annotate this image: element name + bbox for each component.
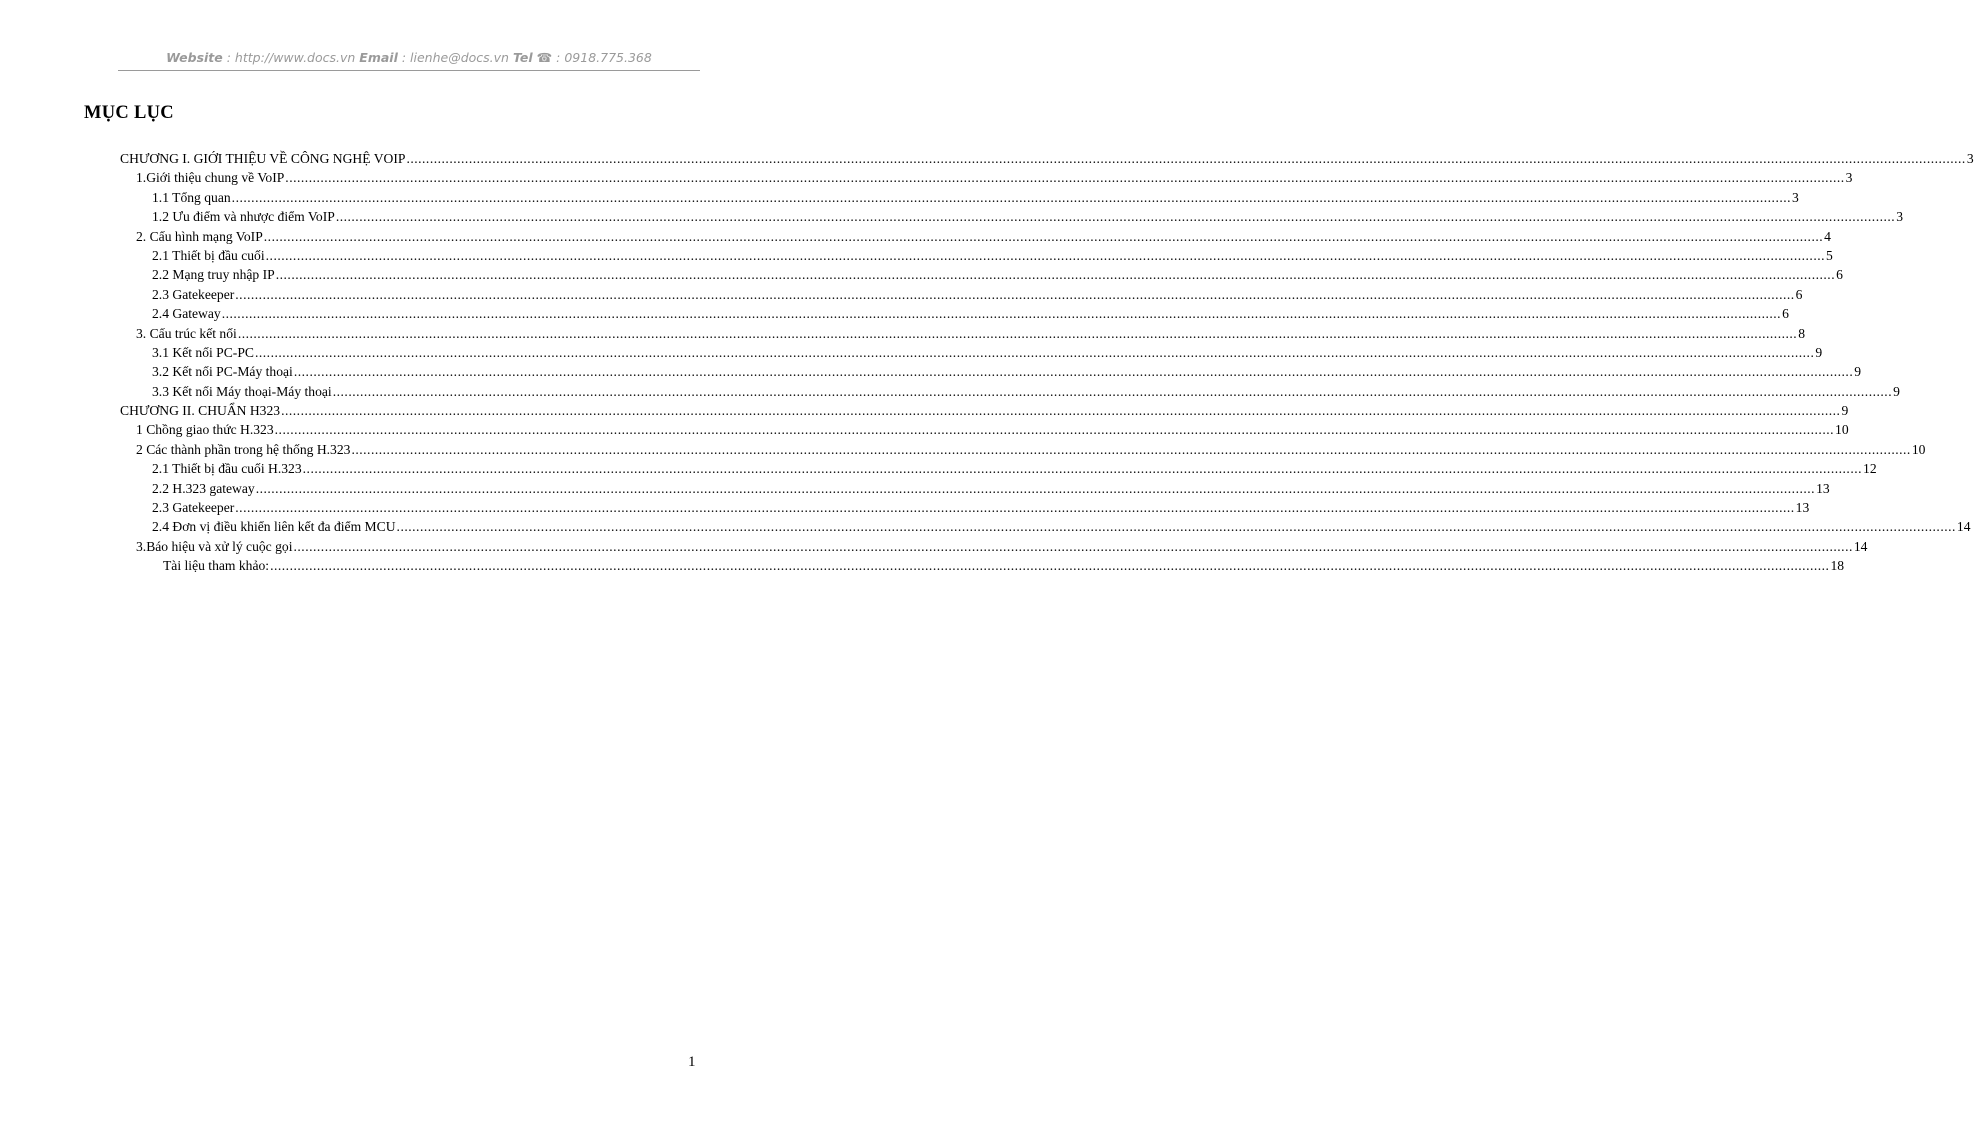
toc-dot-leader: ................................................................................................................................................................................................................................................................................................................................................................................................................	[293, 364, 1854, 380]
toc-entry-line	[136, 440, 1926, 459]
toc-entry-page: 6	[1795, 286, 1803, 302]
toc-entry[interactable]	[0, 285, 1803, 304]
toc-entry-label: 2.3 Gatekeeper	[152, 286, 235, 302]
toc-entry-line	[152, 265, 1843, 284]
toc-dot-leader: ................................................................................................................................................................................................................................................................................................................................................................................................................	[270, 558, 1830, 574]
toc-entry[interactable]	[0, 517, 1971, 536]
table-of-contents	[0, 149, 1974, 576]
toc-entry-page: 3	[1845, 170, 1853, 186]
toc-entry-line	[152, 382, 1900, 401]
toc-entry-page: 4	[1824, 228, 1831, 244]
toc-dot-leader: ................................................................................................................................................................................................................................................................................................................................................................................................................	[265, 247, 1826, 263]
toc-entry-label: 3.Báo hiệu và xử lý cuộc gọi	[136, 538, 293, 554]
toc-entry[interactable]	[0, 459, 1877, 478]
toc-entry-page: 9	[1815, 344, 1823, 360]
header-divider	[118, 70, 700, 71]
toc-entry[interactable]	[0, 168, 1853, 187]
toc-entry-label: 2.4 Đơn vị điều khiển liên kết đa điểm MCU	[152, 519, 396, 535]
toc-dot-leader: ................................................................................................................................................................................................................................................................................................................................................................................................................	[254, 344, 1815, 360]
toc-entry-label: 3.1 Kết nối PC-PC	[152, 344, 254, 360]
toc-entry-label: 2.4 Gateway	[152, 306, 221, 322]
toc-entry-line	[152, 479, 1830, 498]
toc-dot-leader: ................................................................................................................................................................................................................................................................................................................................................................................................................	[255, 480, 1816, 496]
toc-entry-page: 18	[1830, 558, 1845, 574]
toc-dot-leader: ................................................................................................................................................................................................................................................................................................................................................................................................................	[302, 461, 1863, 477]
toc-entry-label: CHƯƠNG I. GIỚI THIỆU VỀ CÔNG NGHỆ VOIP	[120, 151, 406, 166]
toc-entry[interactable]	[0, 479, 1830, 498]
toc-entry[interactable]	[0, 362, 1862, 381]
toc-entry-line	[152, 459, 1877, 478]
toc-entry-label: 1.2 Ưu điểm và nhược điểm VoIP	[152, 209, 335, 225]
toc-entry-line	[152, 207, 1903, 226]
toc-entry[interactable]	[0, 149, 1974, 168]
toc-entry[interactable]	[0, 537, 1868, 556]
toc-entry-page: 9	[1893, 383, 1900, 399]
email-value[interactable]: : lienhe@docs.vn	[397, 50, 513, 65]
email-label: Email	[359, 50, 398, 65]
toc-entry[interactable]	[0, 265, 1843, 284]
toc-entry-page: 14	[1956, 519, 1971, 535]
toc-dot-leader: ................................................................................................................................................................................................................................................................................................................................................................................................................	[406, 151, 1966, 166]
toc-entry-page: 8	[1798, 325, 1805, 341]
toc-dot-leader: ................................................................................................................................................................................................................................................................................................................................................................................................................	[293, 538, 1853, 554]
toc-entry-page: 12	[1863, 461, 1877, 477]
toc-entry[interactable]	[0, 304, 1789, 323]
toc-dot-leader: ................................................................................................................................................................................................................................................................................................................................................................................................................	[274, 422, 1835, 438]
toc-entry-page: 13	[1795, 500, 1810, 516]
page-header	[118, 50, 700, 65]
toc-entry-label: 2.2 Mạng truy nhập IP	[152, 267, 275, 283]
toc-entry-label: 1 Chồng giao thức H.323	[136, 422, 274, 438]
toc-entry-line	[152, 304, 1789, 323]
toc-entry-page: 3	[1792, 189, 1799, 205]
toc-entry-label: 1.Giới thiệu chung về VoIP	[136, 170, 285, 186]
website-value[interactable]: : http://www.docs.vn	[222, 50, 360, 65]
toc-entry-line	[136, 227, 1831, 246]
toc-entry[interactable]	[0, 382, 1900, 401]
toc-entry-line	[120, 401, 1849, 420]
toc-entry-line	[152, 285, 1803, 304]
toc-entry[interactable]	[0, 324, 1805, 343]
toc-entry-line	[152, 362, 1862, 381]
toc-dot-leader: ................................................................................................................................................................................................................................................................................................................................................................................................................	[231, 189, 1792, 205]
toc-entry-page: 10	[1911, 441, 1926, 457]
toc-entry-label: 2.1 Thiết bị đầu cuối H.323	[152, 461, 302, 477]
toc-entry[interactable]	[0, 401, 1849, 420]
toc-entry-label: 1.1 Tổng quan	[152, 189, 231, 205]
toc-entry-label: 3. Cấu trúc kết nối	[136, 325, 237, 341]
toc-entry-label: 2. Cấu hình mạng VoIP	[136, 228, 263, 244]
toc-entry-page: 6	[1782, 306, 1789, 322]
toc-entry-page: 6	[1836, 267, 1843, 283]
toc-entry-label: 3.3 Kết nối Máy thoại-Máy thoại	[152, 383, 332, 399]
toc-entry-label: CHƯƠNG II. CHUẨN H323	[120, 403, 281, 419]
toc-entry[interactable]	[0, 227, 1831, 246]
toc-entry-line	[152, 188, 1799, 207]
page-number: 1	[688, 1054, 696, 1070]
toc-dot-leader: ................................................................................................................................................................................................................................................................................................................................................................................................................	[235, 286, 1795, 302]
toc-entry-line	[152, 246, 1833, 265]
toc-entry[interactable]	[0, 420, 1849, 439]
toc-entry-line	[152, 498, 1810, 517]
toc-entry-label: 2 Các thành phần trong hệ thống H.323	[136, 441, 351, 457]
toc-entry[interactable]	[0, 188, 1799, 207]
toc-entry[interactable]	[0, 498, 1810, 517]
toc-dot-leader: ................................................................................................................................................................................................................................................................................................................................................................................................................	[351, 441, 1911, 457]
toc-dot-leader: ................................................................................................................................................................................................................................................................................................................................................................................................................	[281, 403, 1841, 419]
toc-entry-line	[120, 149, 1974, 168]
toc-title: MỤC LỤC	[84, 103, 174, 123]
toc-dot-leader: ................................................................................................................................................................................................................................................................................................................................................................................................................	[263, 228, 1824, 244]
toc-dot-leader: ................................................................................................................................................................................................................................................................................................................................................................................................................	[396, 519, 1956, 535]
toc-entry-label: 2.1 Thiết bị đầu cuối	[152, 247, 265, 263]
toc-dot-leader: ................................................................................................................................................................................................................................................................................................................................................................................................................	[221, 306, 1782, 322]
toc-entry-page: 10	[1835, 422, 1849, 438]
toc-entry-page: 5	[1826, 247, 1833, 263]
toc-entry-line	[136, 537, 1868, 556]
toc-entry-page: 3	[1896, 209, 1903, 225]
toc-entry-page: 9	[1841, 403, 1849, 419]
toc-entry[interactable]	[0, 556, 1845, 575]
toc-entry-page: 13	[1816, 480, 1830, 496]
toc-dot-leader: ................................................................................................................................................................................................................................................................................................................................................................................................................	[335, 209, 1896, 225]
tel-label: Tel	[512, 50, 533, 65]
toc-entry-line	[136, 168, 1853, 187]
toc-entry-line	[136, 420, 1849, 439]
toc-entry-line	[152, 343, 1823, 362]
toc-entry-page: 9	[1854, 364, 1862, 380]
toc-entry-line	[152, 517, 1971, 536]
toc-entry-label: 2.3 Gatekeeper	[152, 500, 235, 516]
toc-entry-label: Tài liệu tham khảo:	[163, 558, 270, 574]
tel-value: : 0918.775.368	[552, 50, 652, 65]
toc-entry[interactable]	[0, 207, 1903, 226]
toc-entry[interactable]	[0, 440, 1926, 459]
toc-entry[interactable]	[0, 246, 1833, 265]
toc-entry-page: 14	[1853, 538, 1868, 554]
toc-entry-label: 3.2 Kết nối PC-Máy thoại	[152, 364, 293, 380]
toc-entry-line	[163, 556, 1845, 575]
toc-dot-leader: ................................................................................................................................................................................................................................................................................................................................................................................................................	[332, 383, 1893, 399]
toc-dot-leader: ................................................................................................................................................................................................................................................................................................................................................................................................................	[235, 500, 1795, 516]
toc-entry-line	[136, 324, 1805, 343]
toc-entry-page: 3	[1966, 151, 1974, 166]
toc-dot-leader: ................................................................................................................................................................................................................................................................................................................................................................................................................	[285, 170, 1845, 186]
toc-entry-label: 2.2 H.323 gateway	[152, 480, 255, 496]
phone-icon: ☎	[536, 50, 553, 65]
toc-entry[interactable]	[0, 343, 1823, 362]
toc-dot-leader: ................................................................................................................................................................................................................................................................................................................................................................................................................	[275, 267, 1836, 283]
website-label: Website	[166, 50, 223, 65]
toc-dot-leader: ................................................................................................................................................................................................................................................................................................................................................................................................................	[237, 325, 1798, 341]
